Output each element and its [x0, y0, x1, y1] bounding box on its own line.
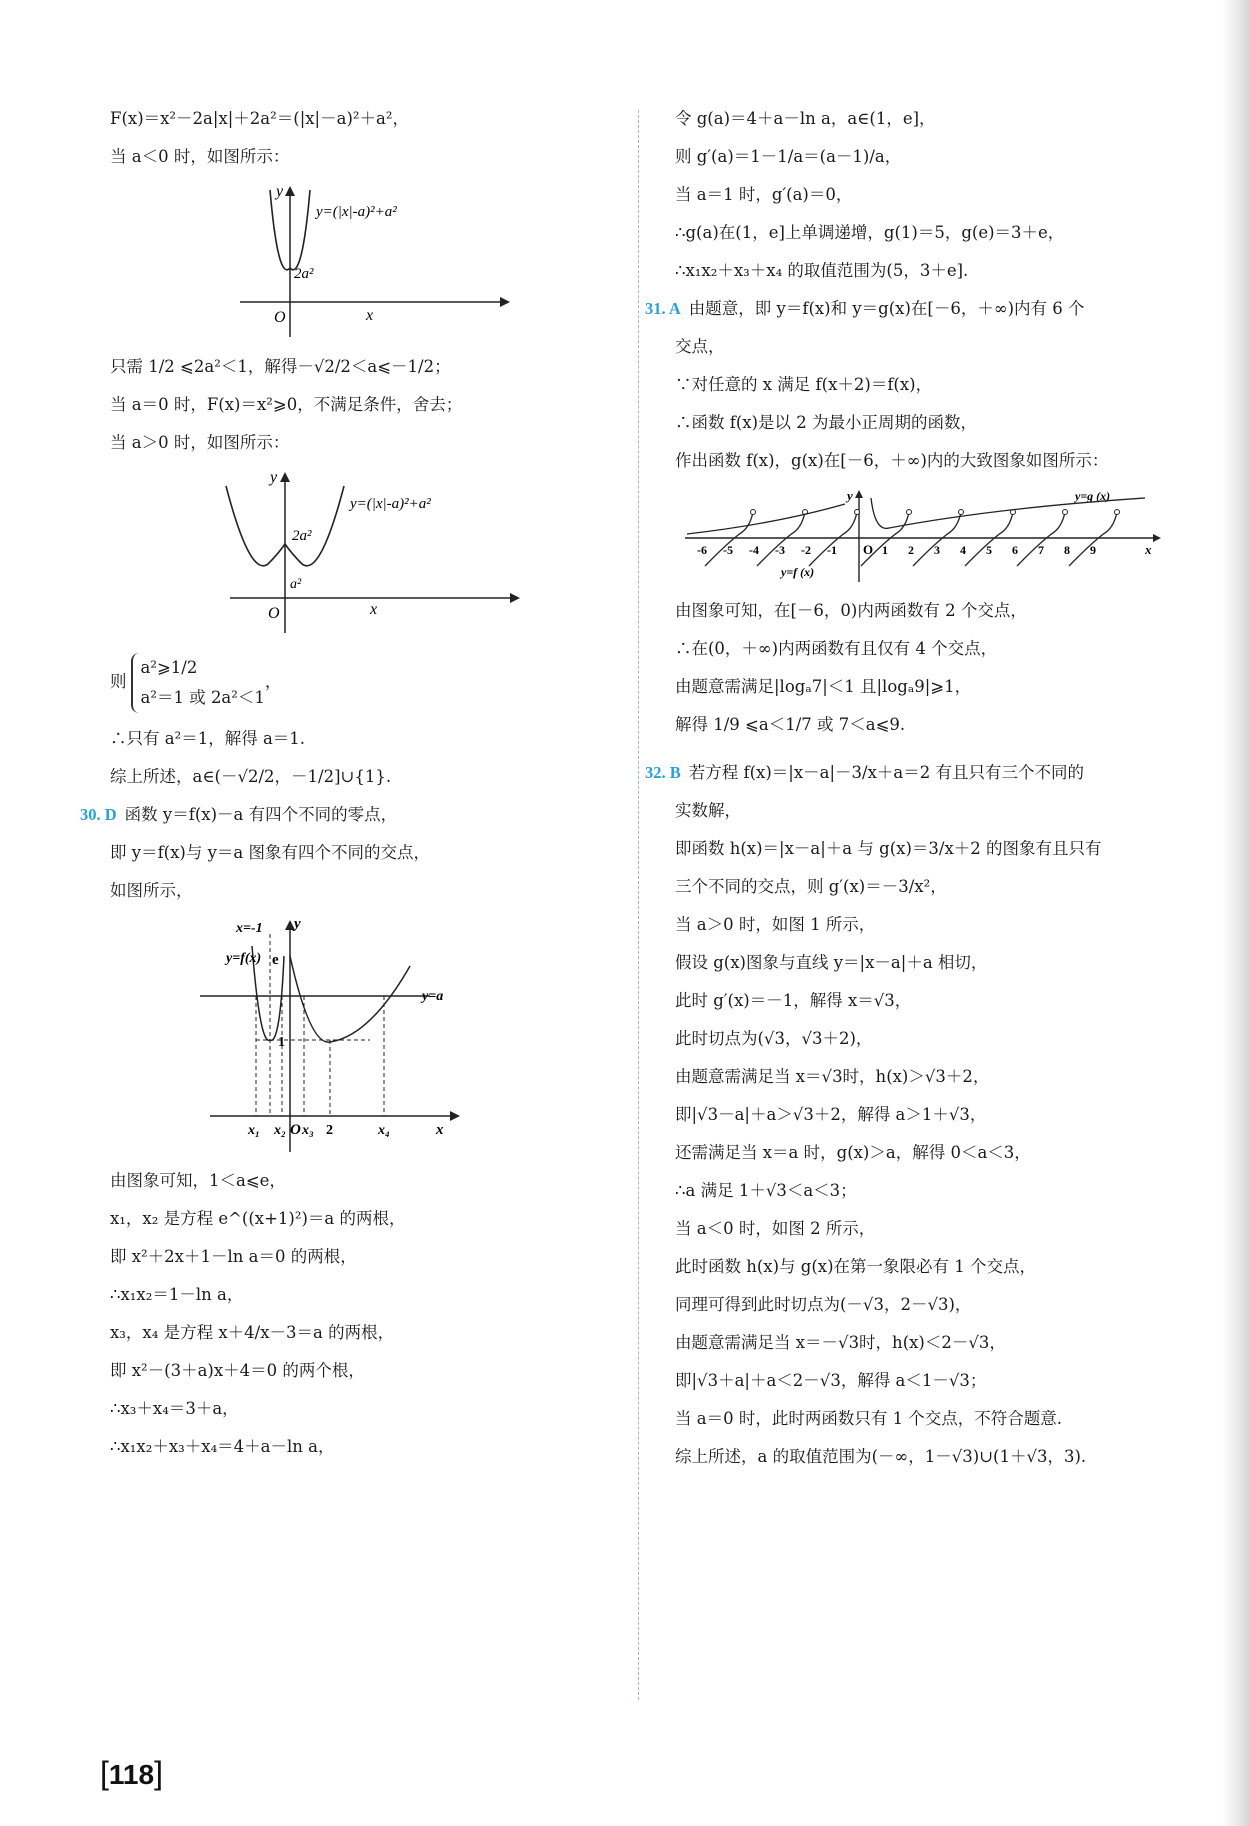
tick-label: -4	[749, 543, 759, 557]
text-line: 函数 y＝f(x)－a 有四个不同的零点，	[124, 805, 398, 824]
two-label: 2	[326, 1123, 333, 1138]
text-line: 由题意需满足当 x＝√3时，h(x)＞√3＋2，	[675, 1067, 990, 1086]
text-line: 综上所述，a 的取值范围为(－∞，1－√3)∪(1＋√3，3).	[675, 1447, 1087, 1466]
text-line: 此时函数 h(x)与 g(x)在第一象限必有 1 个交点，	[675, 1257, 1037, 1276]
open-point	[907, 510, 912, 515]
text-line: x₁，x₂ 是方程 e^((x+1)²)＝a 的两根，	[110, 1209, 406, 1228]
text-line: 令 g(a)＝4＋a－ln a，a∈(1，e]，	[675, 109, 936, 128]
x-axis-label: x	[1145, 542, 1152, 557]
graph-q31	[675, 486, 1165, 586]
text-line: 此时 g′(x)＝－1，解得 x＝√3，	[675, 991, 912, 1010]
text-line: 当 a＜0 时，如图 2 所示，	[675, 1219, 876, 1238]
text-line: ∴在(0，＋∞)内两函数有且仅有 4 个交点，	[675, 639, 998, 658]
page-edge-shadow	[1222, 0, 1250, 1826]
y-arrow	[285, 186, 295, 196]
text-line: x₃，x₄ 是方程 x＋4/x－3＝a 的两根，	[110, 1323, 395, 1342]
tick-label: 6	[1012, 543, 1018, 557]
text-line: 当 a＝0 时，F(x)＝x²⩾0，不满足条件，舍去；	[110, 395, 463, 414]
tick-label: -3	[775, 543, 785, 557]
system-line	[110, 644, 620, 720]
e-label: e	[272, 952, 279, 968]
x-arrow	[500, 297, 510, 307]
peak-label: 2a²	[292, 528, 312, 544]
y-arrow	[280, 472, 290, 482]
f-branch	[705, 512, 753, 566]
question-number: 32. B	[645, 763, 681, 782]
y-axis-label: y	[294, 916, 301, 932]
system-row: a²＝1 或 2a²＜1	[140, 687, 265, 707]
one-label: 1	[278, 1035, 285, 1050]
open-point	[855, 510, 860, 515]
question-number: 30. D	[80, 805, 117, 824]
open-point	[751, 510, 756, 515]
open-point	[1063, 510, 1068, 515]
text-line: 解得 1/9 ⩽a＜1/7 或 7＜a⩽9.	[675, 715, 906, 734]
y-eq-a-label: y=a	[422, 989, 444, 1004]
text-line: 假设 g(x)图象与直线 y＝|x－a|＋a 相切，	[675, 953, 988, 972]
text-line: 由题意需满足当 x＝－√3时，h(x)＜2－√3，	[675, 1333, 1006, 1352]
text-line: 如图所示，	[110, 881, 193, 900]
text-line: ∴g(a)在(1，e]上单调递增，g(1)＝5，g(e)＝3＋e，	[675, 223, 1065, 242]
x-axis-label: x	[370, 601, 378, 618]
f-branch	[965, 512, 1013, 566]
tick-label: -5	[723, 543, 733, 557]
tick-label: 3	[934, 543, 940, 557]
text-line: 若方程 f(x)＝|x－a|－3/x＋a＝2 有且只有三个不同的	[688, 763, 1085, 782]
text-line: 作出函数 f(x)，g(x)在[－6，＋∞)内的大致图象如图所示：	[675, 451, 1109, 470]
tick-label: 7	[1038, 543, 1044, 557]
tick-label: -1	[827, 543, 837, 557]
min-label: a²	[290, 577, 302, 592]
right-column	[645, 100, 1195, 1476]
text-line: 交点，	[675, 337, 725, 356]
text-line: ∴x₃＋x₄＝3＋a，	[110, 1399, 239, 1418]
text-line: 当 a＞0 时，如图所示：	[110, 433, 290, 452]
tick-label: 2	[908, 543, 914, 557]
text-line: ∴x₁x₂＋x₃＋x₄＝4＋a－ln a，	[110, 1437, 335, 1456]
text-line: 当 a＞0 时，如图 1 所示，	[675, 915, 876, 934]
text-line: 当 a＝0 时，此时两函数只有 1 个交点，不符合题意.	[675, 1409, 1063, 1428]
text-line: ∴x₁x₂＋x₃＋x₄ 的取值范围为(5，3＋e].	[675, 261, 969, 280]
text-line: 即 x²＋2x＋1－ln a＝0 的两根，	[110, 1247, 357, 1266]
x-arrow	[510, 593, 520, 603]
x4-label: x₄	[378, 1123, 390, 1138]
text-line: ∴只有 a²＝1，解得 a＝1.	[110, 729, 306, 748]
graph-a-negative	[230, 182, 530, 342]
text-line: 实数解，	[675, 801, 741, 820]
question-31-header	[645, 290, 1195, 328]
graph-q30	[200, 916, 500, 1156]
text-line: ∵对任意的 x 满足 f(x＋2)＝f(x)，	[675, 375, 933, 394]
tick-label: 1	[882, 543, 888, 557]
g-label: y=g (x)	[1075, 489, 1111, 503]
x1-label: x₁	[248, 1123, 260, 1138]
tick-label: 4	[960, 543, 966, 557]
x-axis-label: x	[436, 1122, 444, 1138]
y-axis-label: y	[270, 469, 278, 486]
page-number-value: 118	[108, 1759, 155, 1790]
x-axis-label: x	[366, 307, 374, 324]
f-label: y=f (x)	[781, 565, 815, 579]
x2-label: x₂	[274, 1123, 286, 1138]
tick-label: -2	[801, 543, 811, 557]
text-line: 即|√3－a|＋a＞√3＋2，解得 a＞1＋√3，	[675, 1105, 987, 1124]
question-32-header	[645, 754, 1195, 792]
tick-label: 5	[986, 543, 992, 557]
text-line: 由题意需满足|logₐ7|＜1 且|logₐ9|⩾1，	[675, 677, 972, 696]
vertex-label: 2a²	[294, 266, 314, 282]
f-branch	[1017, 512, 1065, 566]
x3-label: x₃	[302, 1123, 314, 1138]
x-arrow	[1153, 534, 1161, 542]
text-line: ∴函数 f(x)是以 2 为最小正周期的函数，	[675, 413, 978, 432]
text-line: 则	[110, 672, 127, 691]
text-line: 即 x²－(3＋a)x＋4＝0 的两个根，	[110, 1361, 365, 1380]
x-eq-neg1-label: x=-1	[236, 921, 263, 936]
origin-label: O	[268, 605, 280, 622]
text-line: 即函数 h(x)＝|x－a|＋a 与 g(x)＝3/x＋2 的图象有且只有	[675, 839, 1102, 858]
tick-label: 9	[1090, 543, 1096, 557]
y-axis-label: y	[847, 488, 853, 503]
curve-label: y=(|x|-a)²+a²	[316, 204, 397, 220]
curve-right	[290, 956, 410, 1042]
g-curve	[687, 498, 1145, 534]
y-arrow	[855, 490, 863, 498]
text-line: F(x)＝x²－2a|x|＋2a²＝(|x|－a)²＋a²，	[110, 109, 409, 128]
open-point	[1115, 510, 1120, 515]
text-line: 由图象可知，在[－6，0)内两函数有 2 个交点，	[675, 601, 1027, 620]
text-line: 只需 1/2 ⩽2a²＜1，解得－√2/2＜a⩽－1/2；	[110, 357, 451, 376]
f-branch	[809, 512, 857, 566]
origin-label: O	[290, 1122, 301, 1138]
text-line: 即|√3＋a|＋a＜2－√3，解得 a＜1－√3；	[675, 1371, 987, 1390]
equation-system	[131, 653, 265, 713]
origin-label: O	[863, 542, 874, 557]
f-branch	[1069, 512, 1117, 566]
text-line: 三个不同的交点，则 g′(x)＝－3/x²，	[675, 877, 947, 896]
text-line: 当 a＜0 时，如图所示：	[110, 147, 290, 166]
system-row: a²⩾1/2	[140, 657, 198, 677]
f-branch	[861, 512, 909, 566]
text-line: ∴a 满足 1＋√3＜a＜3；	[675, 1181, 857, 1200]
x-arrow	[450, 1111, 460, 1121]
origin-label: O	[274, 309, 286, 326]
text-line: 即 y＝f(x)与 y＝a 图象有四个不同的交点，	[110, 843, 431, 862]
curve-label: y=(|x|-a)²+a²	[350, 496, 431, 512]
text-line: 综上所述，a∈(－√2/2，－1/2]∪{1}.	[110, 767, 392, 786]
text-line: ，	[264, 672, 282, 691]
text-line: 还需满足当 x＝a 时，g(x)＞a，解得 0＜a＜3，	[675, 1143, 1031, 1162]
text-line: 此时切点为(√3，√3＋2)，	[675, 1029, 873, 1048]
text-line: ∴x₁x₂＝1－ln a，	[110, 1285, 244, 1304]
tick-label: -6	[697, 543, 707, 557]
y-axis-label: y	[276, 183, 284, 200]
graph-a-positive	[220, 468, 560, 638]
text-line: 则 g′(a)＝1－1/a＝(a－1)/a，	[675, 147, 902, 166]
left-column	[80, 100, 620, 1466]
page-number: [118]	[100, 1755, 163, 1791]
question-30-header	[80, 796, 620, 834]
question-number: 31. A	[645, 299, 681, 318]
f-label: y=f(x)	[226, 951, 262, 966]
text-line: 当 a＝1 时，g′(a)＝0，	[675, 185, 853, 204]
tick-labels	[697, 543, 1096, 557]
open-point	[959, 510, 964, 515]
tick-label: 8	[1064, 543, 1070, 557]
text-line: 同理可得到此时切点为(－√3，2－√3)，	[675, 1295, 972, 1314]
text-line: 由图象可知，1＜a⩽e，	[110, 1171, 286, 1190]
text-line: 由题意，即 y＝f(x)和 y＝g(x)在[－6，＋∞)内有 6 个	[688, 299, 1085, 318]
column-divider	[638, 110, 639, 1700]
